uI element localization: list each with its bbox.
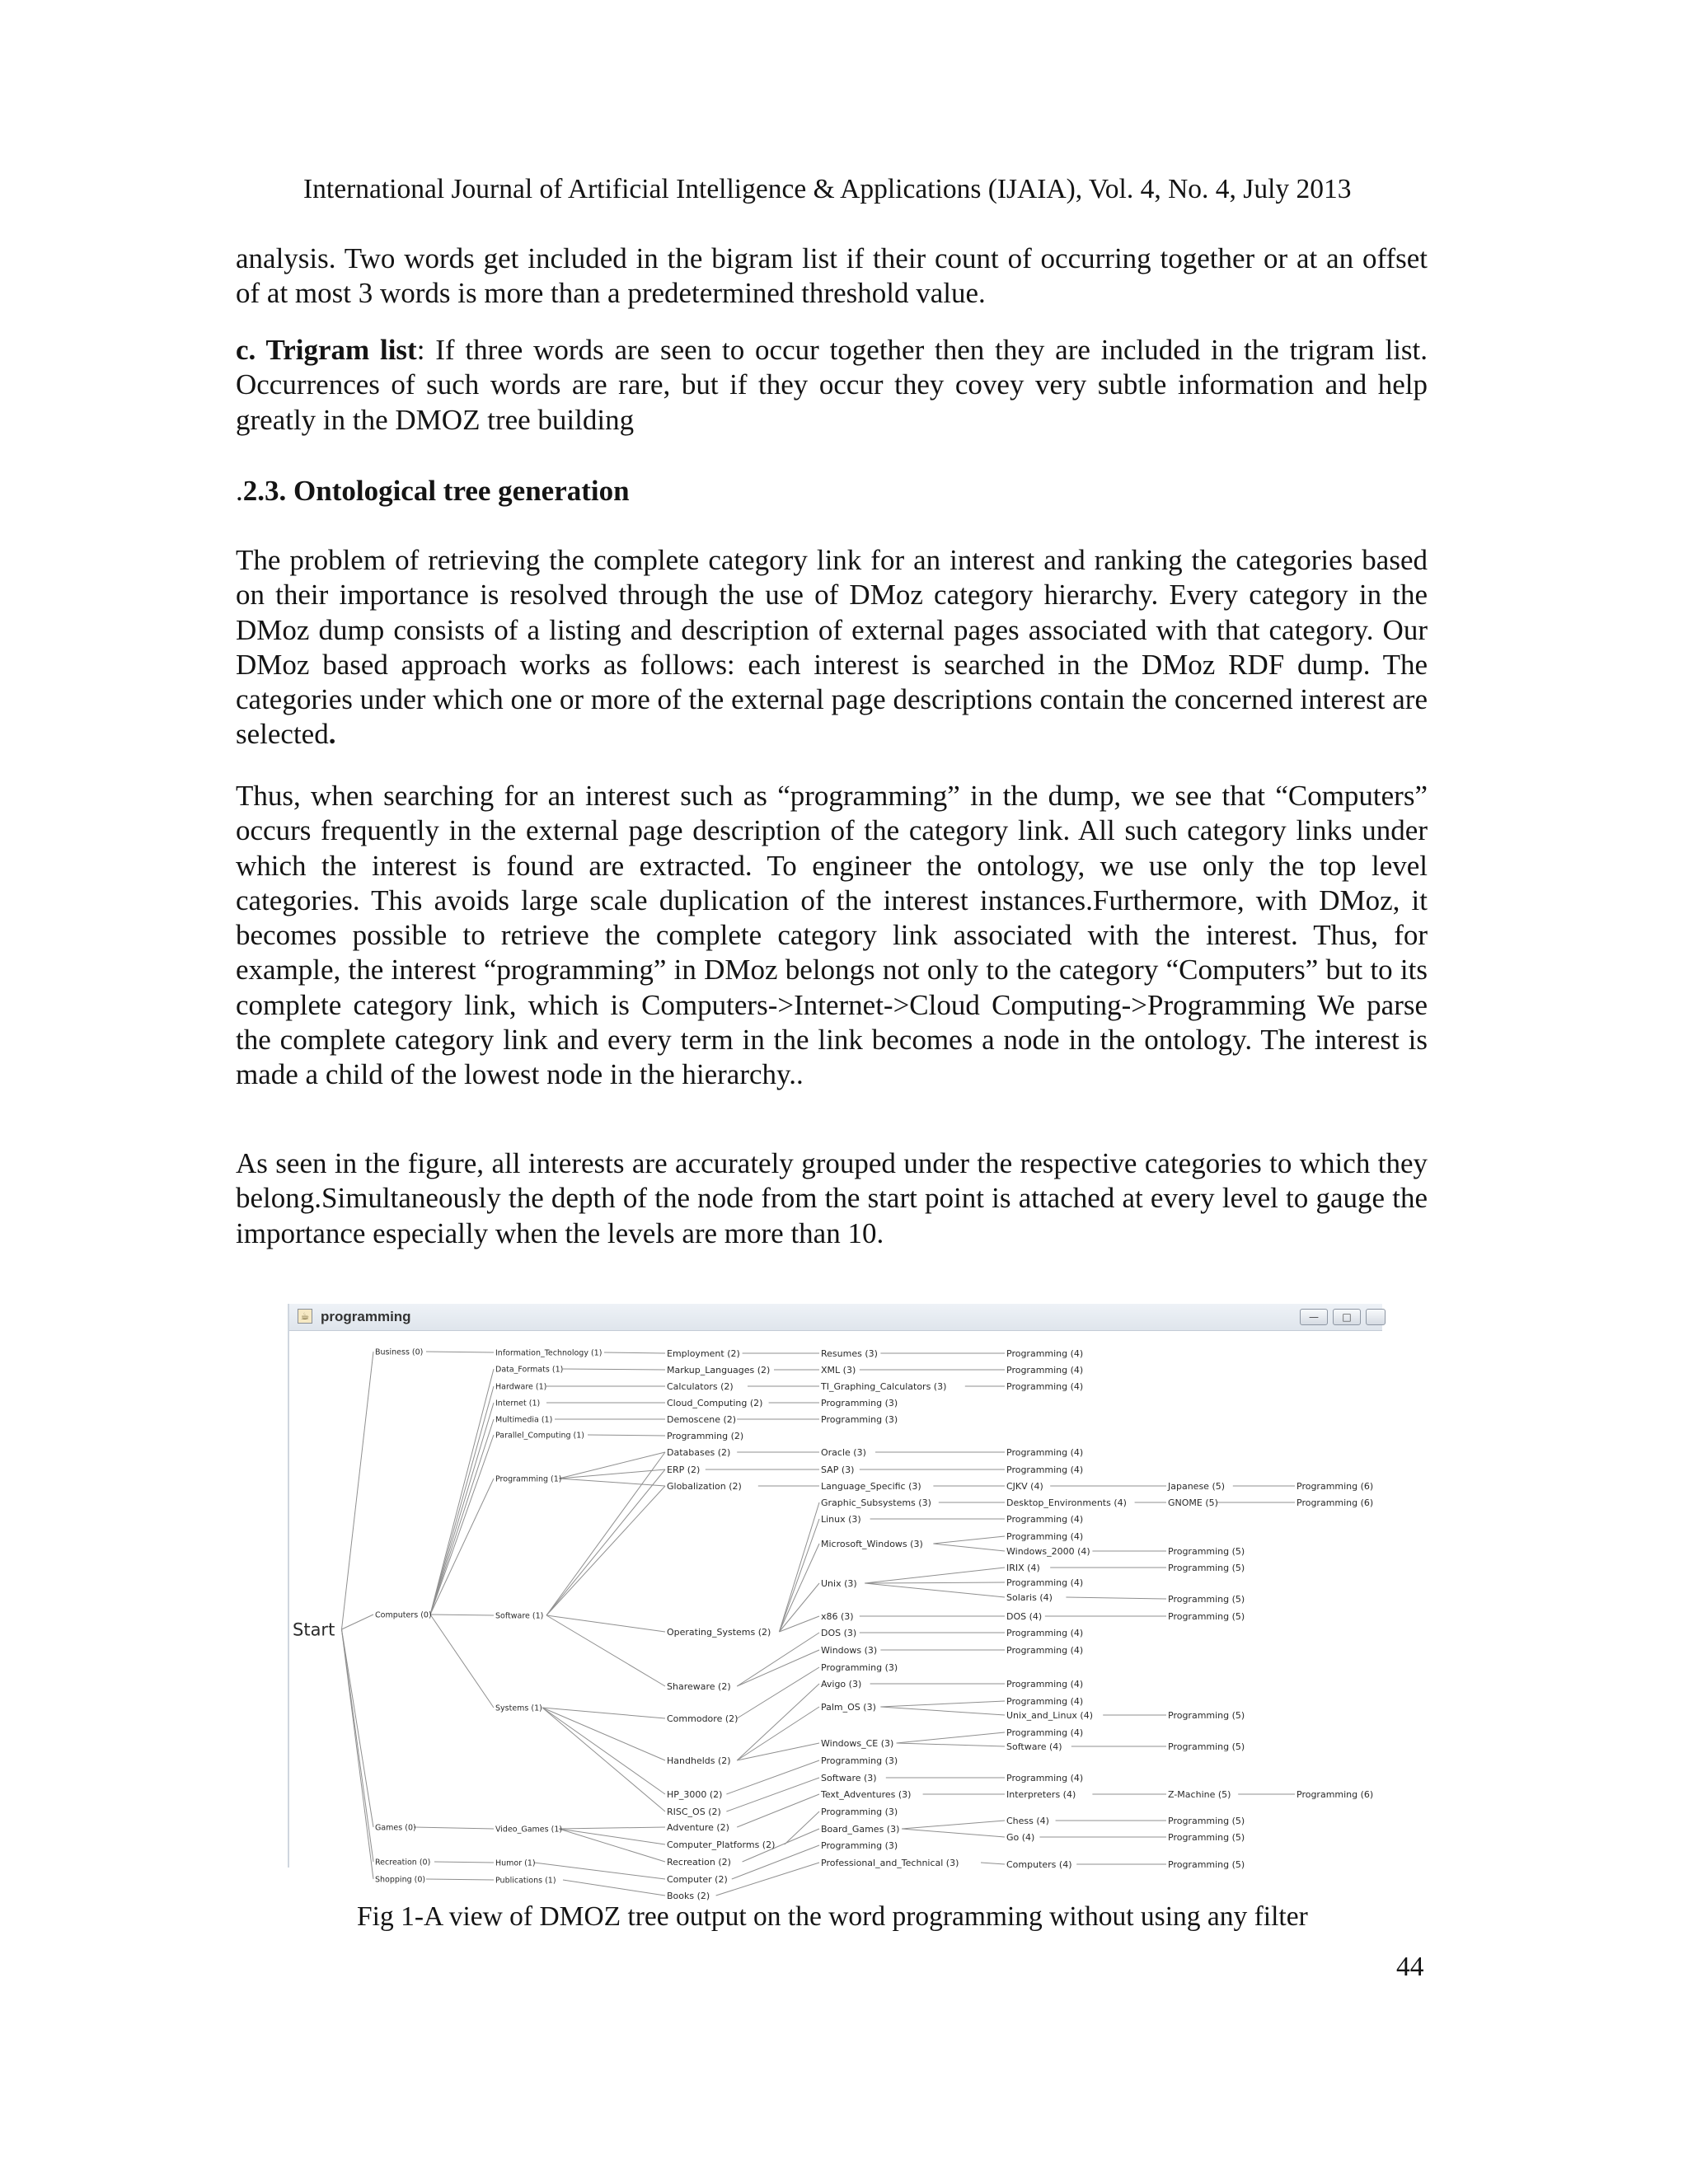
tree-edge (546, 1615, 665, 1632)
tree-node[interactable]: Programming (5) (1168, 1562, 1245, 1573)
tree-node[interactable]: Resumes (3) (821, 1347, 878, 1359)
tree-node[interactable]: Avigo (3) (821, 1678, 862, 1690)
tree-node[interactable]: Solaris (4) (1006, 1591, 1053, 1603)
tree-node[interactable]: Programming (5) (1168, 1831, 1245, 1843)
tree-node[interactable]: Programming (4) (1006, 1364, 1084, 1376)
tree-edge (546, 1615, 665, 1686)
dmoz-approach-text: The problem of retrieving the complete category link for an interest and ranking the categories based on their importance is resolved through the use of DMoz category hierarchy. Every category in the DMoz dump consists of a listing and description of external pages associated with that category. Our DMoz based approach works as follows: each interest is searched in the DMoz RDF dump. The categories under which one or more of the external page descriptions contain the concerned interest are selected (236, 544, 1428, 751)
tree-node[interactable]: Computer (2) (667, 1873, 728, 1885)
tree-edge (902, 1829, 1005, 1837)
tree-node[interactable]: IRIX (4) (1006, 1562, 1040, 1573)
tree-node[interactable]: Programming (4) (1006, 1446, 1084, 1458)
tree-edge (588, 1435, 665, 1436)
tree-node[interactable]: Programming (5) (1168, 1815, 1245, 1826)
tree-node[interactable]: Systems (1) (495, 1704, 542, 1713)
tree-edge (546, 1469, 665, 1615)
tree-node[interactable]: Programming (5) (1168, 1709, 1245, 1721)
tree-node[interactable]: Recreation (0) (375, 1858, 431, 1868)
tree-edge (342, 1629, 374, 1827)
tree-node[interactable]: Commodore (2) (667, 1713, 738, 1724)
tree-node[interactable]: Information_Technology (1) (495, 1348, 603, 1358)
tree-node[interactable]: Adventure (2) (667, 1821, 729, 1833)
tree-node[interactable]: Go (4) (1006, 1831, 1035, 1843)
tree-edge (785, 1811, 819, 1844)
tree-node[interactable]: Globalization (2) (667, 1480, 742, 1492)
tree-edge (430, 1419, 494, 1615)
tree-node[interactable]: Programming (4) (1006, 1464, 1084, 1475)
tree-node[interactable]: Microsoft_Windows (3) (821, 1538, 923, 1549)
minimize-button[interactable]: — (1300, 1309, 1328, 1325)
tree-node[interactable]: Recreation (2) (667, 1856, 731, 1868)
paragraph-bigram-continuation: analysis. Two words get included in the bigram list if their count of occurring together or at an offset of at most 3 words is more than a predetermined threshold value. (236, 242, 1428, 310)
tree-edge (559, 1829, 665, 1844)
tree-node[interactable]: Programming (5) (1168, 1593, 1245, 1605)
dmoz-tree-figure (288, 1304, 1382, 1901)
tree-edge (563, 1369, 665, 1370)
tree-edge (559, 1479, 665, 1486)
tree-node[interactable]: Multimedia (1) (495, 1415, 553, 1425)
tree-node[interactable]: Business (0) (375, 1347, 424, 1357)
tree-node[interactable]: Linux (3) (821, 1513, 861, 1525)
page-number: 44 (1396, 1952, 1424, 1982)
tree-edge (732, 1845, 819, 1879)
tree-node[interactable]: Programming (4) (1006, 1530, 1084, 1542)
tree-edge (880, 1707, 1005, 1715)
tree-node[interactable]: x86 (3) (821, 1610, 854, 1622)
tree-node[interactable]: CJKV (4) (1006, 1480, 1043, 1492)
tree-edge (414, 1827, 494, 1829)
tree-node[interactable]: Programming (4) (1006, 1695, 1084, 1707)
tree-node[interactable]: Professional_and_Technical (3) (821, 1857, 959, 1868)
tree-edge (342, 1615, 374, 1629)
tree-node[interactable]: Interpreters (4) (1006, 1788, 1076, 1800)
tree-node[interactable]: Operating_Systems (2) (667, 1626, 771, 1638)
tree-node[interactable]: Programming (5) (1168, 1545, 1245, 1557)
tree-node[interactable]: Text_Adventures (3) (821, 1788, 912, 1800)
tree-node[interactable]: Calculators (2) (667, 1380, 734, 1392)
tree-node[interactable]: Programming (4) (1006, 1627, 1084, 1638)
tree-node[interactable]: Windows_CE (3) (821, 1737, 894, 1749)
tree-node[interactable]: Parallel_Computing (1) (495, 1431, 585, 1441)
tree-node[interactable]: Programming (4) (1006, 1772, 1084, 1783)
tree-edge (779, 1583, 819, 1632)
tree-node[interactable]: Programming (3) (821, 1806, 898, 1817)
tree-node[interactable]: Programming (5) (1168, 1741, 1245, 1752)
tree-node[interactable]: Unix_and_Linux (4) (1006, 1709, 1093, 1721)
tree-node[interactable]: HP_3000 (2) (667, 1788, 723, 1800)
tree-edge (779, 1519, 819, 1632)
tree-node[interactable]: Shopping (0) (375, 1875, 426, 1885)
tree-edge (865, 1582, 1005, 1583)
tree-node[interactable]: XML (3) (821, 1364, 856, 1376)
tree-edge (902, 1821, 1005, 1829)
tree-edge (933, 1544, 1005, 1551)
tree-root-node[interactable]: Start (293, 1619, 335, 1640)
tree-node[interactable]: GNOME (5) (1168, 1497, 1218, 1508)
section-title: 2.3. Ontological tree generation (242, 475, 630, 507)
tree-node[interactable]: Data_Formats (1) (495, 1365, 564, 1375)
tree-node[interactable]: Oracle (3) (821, 1446, 866, 1458)
tree-edge (430, 1435, 494, 1615)
close-button[interactable] (1366, 1309, 1386, 1325)
tree-node[interactable]: Programming (3) (821, 1755, 898, 1766)
tree-node[interactable]: Programming (4) (1006, 1644, 1084, 1656)
tree-node[interactable]: Programming (3) (821, 1840, 898, 1851)
tree-edge (1066, 1597, 1166, 1599)
tree-node[interactable]: Employment (2) (667, 1347, 740, 1359)
tree-edge (737, 1794, 819, 1827)
tree-edge (426, 1879, 494, 1880)
tree-node[interactable]: Programming (4) (1006, 1513, 1084, 1525)
tree-edge (430, 1369, 494, 1615)
tree-node[interactable]: Japanese (5) (1168, 1480, 1226, 1492)
tree-edge (779, 1502, 819, 1632)
tree-edge (542, 1708, 665, 1760)
tree-node[interactable]: Programming (2) (667, 1430, 744, 1441)
tree-node[interactable]: Humor (1) (495, 1858, 536, 1868)
tree-node[interactable]: Computers (0) (375, 1610, 432, 1620)
tree-node[interactable]: Publications (1) (495, 1876, 556, 1886)
tree-node[interactable]: Programming (6) (1296, 1480, 1374, 1492)
tree-edge (430, 1403, 494, 1615)
tree-node[interactable]: Software (4) (1006, 1741, 1062, 1752)
tree-node[interactable]: ERP (2) (667, 1464, 701, 1475)
tree-node[interactable]: RISC_OS (2) (667, 1806, 721, 1817)
tree-edge (737, 1667, 819, 1718)
tree-node[interactable]: Programming (6) (1296, 1497, 1374, 1508)
tree-node[interactable]: Chess (4) (1006, 1815, 1049, 1826)
tree-node[interactable]: Programming (4) (1006, 1727, 1084, 1738)
tree-edge (546, 1452, 665, 1615)
window-titlebar (289, 1304, 1382, 1331)
tree-node[interactable]: Video_Games (1) (495, 1825, 563, 1835)
tree-edge (542, 1708, 665, 1811)
figure-caption: Fig 1-A view of DMOZ tree output on the word programming without using any filter (357, 1901, 1308, 1932)
section-prefix: . (236, 475, 243, 507)
tree-edge (546, 1486, 665, 1615)
tree-node[interactable]: Programming (6) (1296, 1788, 1374, 1800)
tree-node[interactable]: Programming (3) (821, 1661, 898, 1673)
tree-node[interactable]: Programming (3) (821, 1413, 898, 1425)
tree-canvas (289, 1330, 1382, 1901)
tree-node[interactable]: Computer_Platforms (2) (667, 1839, 776, 1850)
tree-labels (293, 1347, 1373, 1901)
tree-node[interactable]: Programming (4) (1006, 1577, 1084, 1588)
window-title: programming (321, 1309, 411, 1324)
java-app-icon: ☕ (298, 1309, 312, 1324)
tree-edge (434, 1862, 494, 1863)
tree-node[interactable]: Software (3) (821, 1772, 877, 1783)
tree-node[interactable]: Programming (5) (1168, 1610, 1245, 1622)
tree-edges (342, 1352, 1296, 1896)
tree-node[interactable]: Windows (3) (821, 1644, 878, 1656)
tree-edge (342, 1629, 374, 1879)
tree-node[interactable]: Computers (4) (1006, 1858, 1072, 1870)
tree-edge (342, 1352, 374, 1629)
tree-node[interactable]: Programming (4) (1006, 1347, 1084, 1359)
tree-node[interactable]: Graphic_Subsystems (3) (821, 1497, 931, 1508)
tree-node[interactable]: Programming (5) (1168, 1858, 1245, 1870)
tree-node[interactable]: Programming (1) (495, 1474, 562, 1484)
section-heading (236, 474, 630, 509)
tree-edge (563, 1880, 665, 1896)
tree-edge (726, 1778, 819, 1811)
tree-node[interactable]: Databases (2) (667, 1446, 731, 1458)
tree-node[interactable]: Internet (1) (495, 1399, 541, 1408)
tree-edge (897, 1743, 1005, 1746)
tree-node[interactable]: Hardware (1) (495, 1382, 547, 1392)
tree-edge (897, 1732, 1005, 1743)
tree-edge (880, 1701, 1005, 1707)
tree-edge (737, 1650, 819, 1686)
tree-node[interactable]: TI_Graphing_Calculators (3) (821, 1380, 947, 1392)
tree-node[interactable]: Demoscene (2) (667, 1413, 737, 1425)
tree-node[interactable]: Board_Games (3) (821, 1823, 900, 1835)
trigram-text: : If three words are seen to occur together then they are included in the trigram list. Occurrences of such words are rare, but if they occur they covey very subtle information and help greatly in the DMOZ tree building (236, 334, 1428, 436)
tree-node[interactable]: DOS (3) (821, 1627, 857, 1638)
tree-node[interactable]: Desktop_Environments (4) (1006, 1497, 1127, 1508)
paragraph-dmoz-approach (236, 543, 1428, 752)
tree-node[interactable]: Games (0) (375, 1823, 416, 1833)
tree-edge (716, 1863, 819, 1896)
tree-edge (737, 1684, 819, 1760)
tree-node[interactable]: DOS (4) (1006, 1610, 1043, 1622)
tree-edge (737, 1743, 819, 1760)
dmoz-approach-end: . (328, 718, 336, 751)
tree-edge (430, 1386, 494, 1615)
tree-edge (542, 1708, 665, 1794)
tree-node[interactable]: Windows_2000 (4) (1006, 1545, 1090, 1557)
tree-node[interactable]: Unix (3) (821, 1577, 857, 1589)
tree-node[interactable]: Cloud_Computing (2) (667, 1397, 763, 1408)
tree-edge (865, 1568, 1005, 1583)
tree-edge (559, 1829, 665, 1862)
tree-node[interactable]: Palm_OS (3) (821, 1701, 876, 1713)
tree-node[interactable]: Z-Machine (5) (1168, 1788, 1231, 1800)
paragraph-trigram-list (236, 333, 1428, 438)
tree-node[interactable]: SAP (3) (821, 1464, 855, 1475)
tree-edge (737, 1633, 819, 1686)
tree-node[interactable]: Programming (3) (821, 1397, 898, 1408)
trigram-label: c. Trigram list (236, 334, 417, 366)
tree-edge (604, 1352, 665, 1353)
tree-node[interactable]: Shareware (2) (667, 1680, 731, 1692)
tree-edge (933, 1536, 1005, 1544)
tree-edge (559, 1827, 665, 1829)
tree-node[interactable]: Programming (4) (1006, 1380, 1084, 1392)
tree-node[interactable]: Language_Specific (3) (821, 1480, 921, 1492)
tree-node[interactable]: Programming (4) (1006, 1678, 1084, 1690)
tree-node[interactable]: Handhelds (2) (667, 1755, 731, 1766)
tree-node[interactable]: Books (2) (667, 1890, 710, 1901)
tree-edge (542, 1708, 665, 1718)
journal-header: International Journal of Artificial Intelligence & Applications (IJAIA), Vol. 4, No. 4, July 2013 (303, 174, 1352, 204)
tree-edge (865, 1583, 1005, 1597)
tree-node[interactable]: Markup_Languages (2) (667, 1364, 771, 1376)
tree-edge (726, 1760, 819, 1794)
maximize-button[interactable]: □ (1333, 1309, 1361, 1325)
paragraph-programming-example: Thus, when searching for an interest such as “programming” in the dump, we see that “Computers” occurs frequently in the external page description of the category link. All such category links under which the interest is found are extracted. To engineer the ontology, we use only the top level categories. This avoids large scale duplication of the interest instances.Furthermore, with DMoz, it becomes possible to retrieve the complete category link associated with the interest. Thus, for example, the interest “programming” in DMoz belongs not only to the category “Computers” but to its complete category link, which is Computers->Internet->Cloud Computing->Programming We parse the complete category link and every term in the link becomes a node in the ontology. The interest is made a child of the lowest node in the hierarchy.. (236, 780, 1428, 1091)
tree-edge (737, 1707, 819, 1760)
tree-edge (430, 1615, 494, 1708)
tree-node[interactable]: Software (1) (495, 1611, 544, 1621)
paragraph-figure-summary: As seen in the figure, all interests are accurately grouped under the respective categories to which they belong.Simultaneously the depth of the node from the start point is attached at every level to gauge the importance especially when the levels are more than 10. (236, 1147, 1428, 1249)
tree-edge (981, 1863, 1005, 1864)
